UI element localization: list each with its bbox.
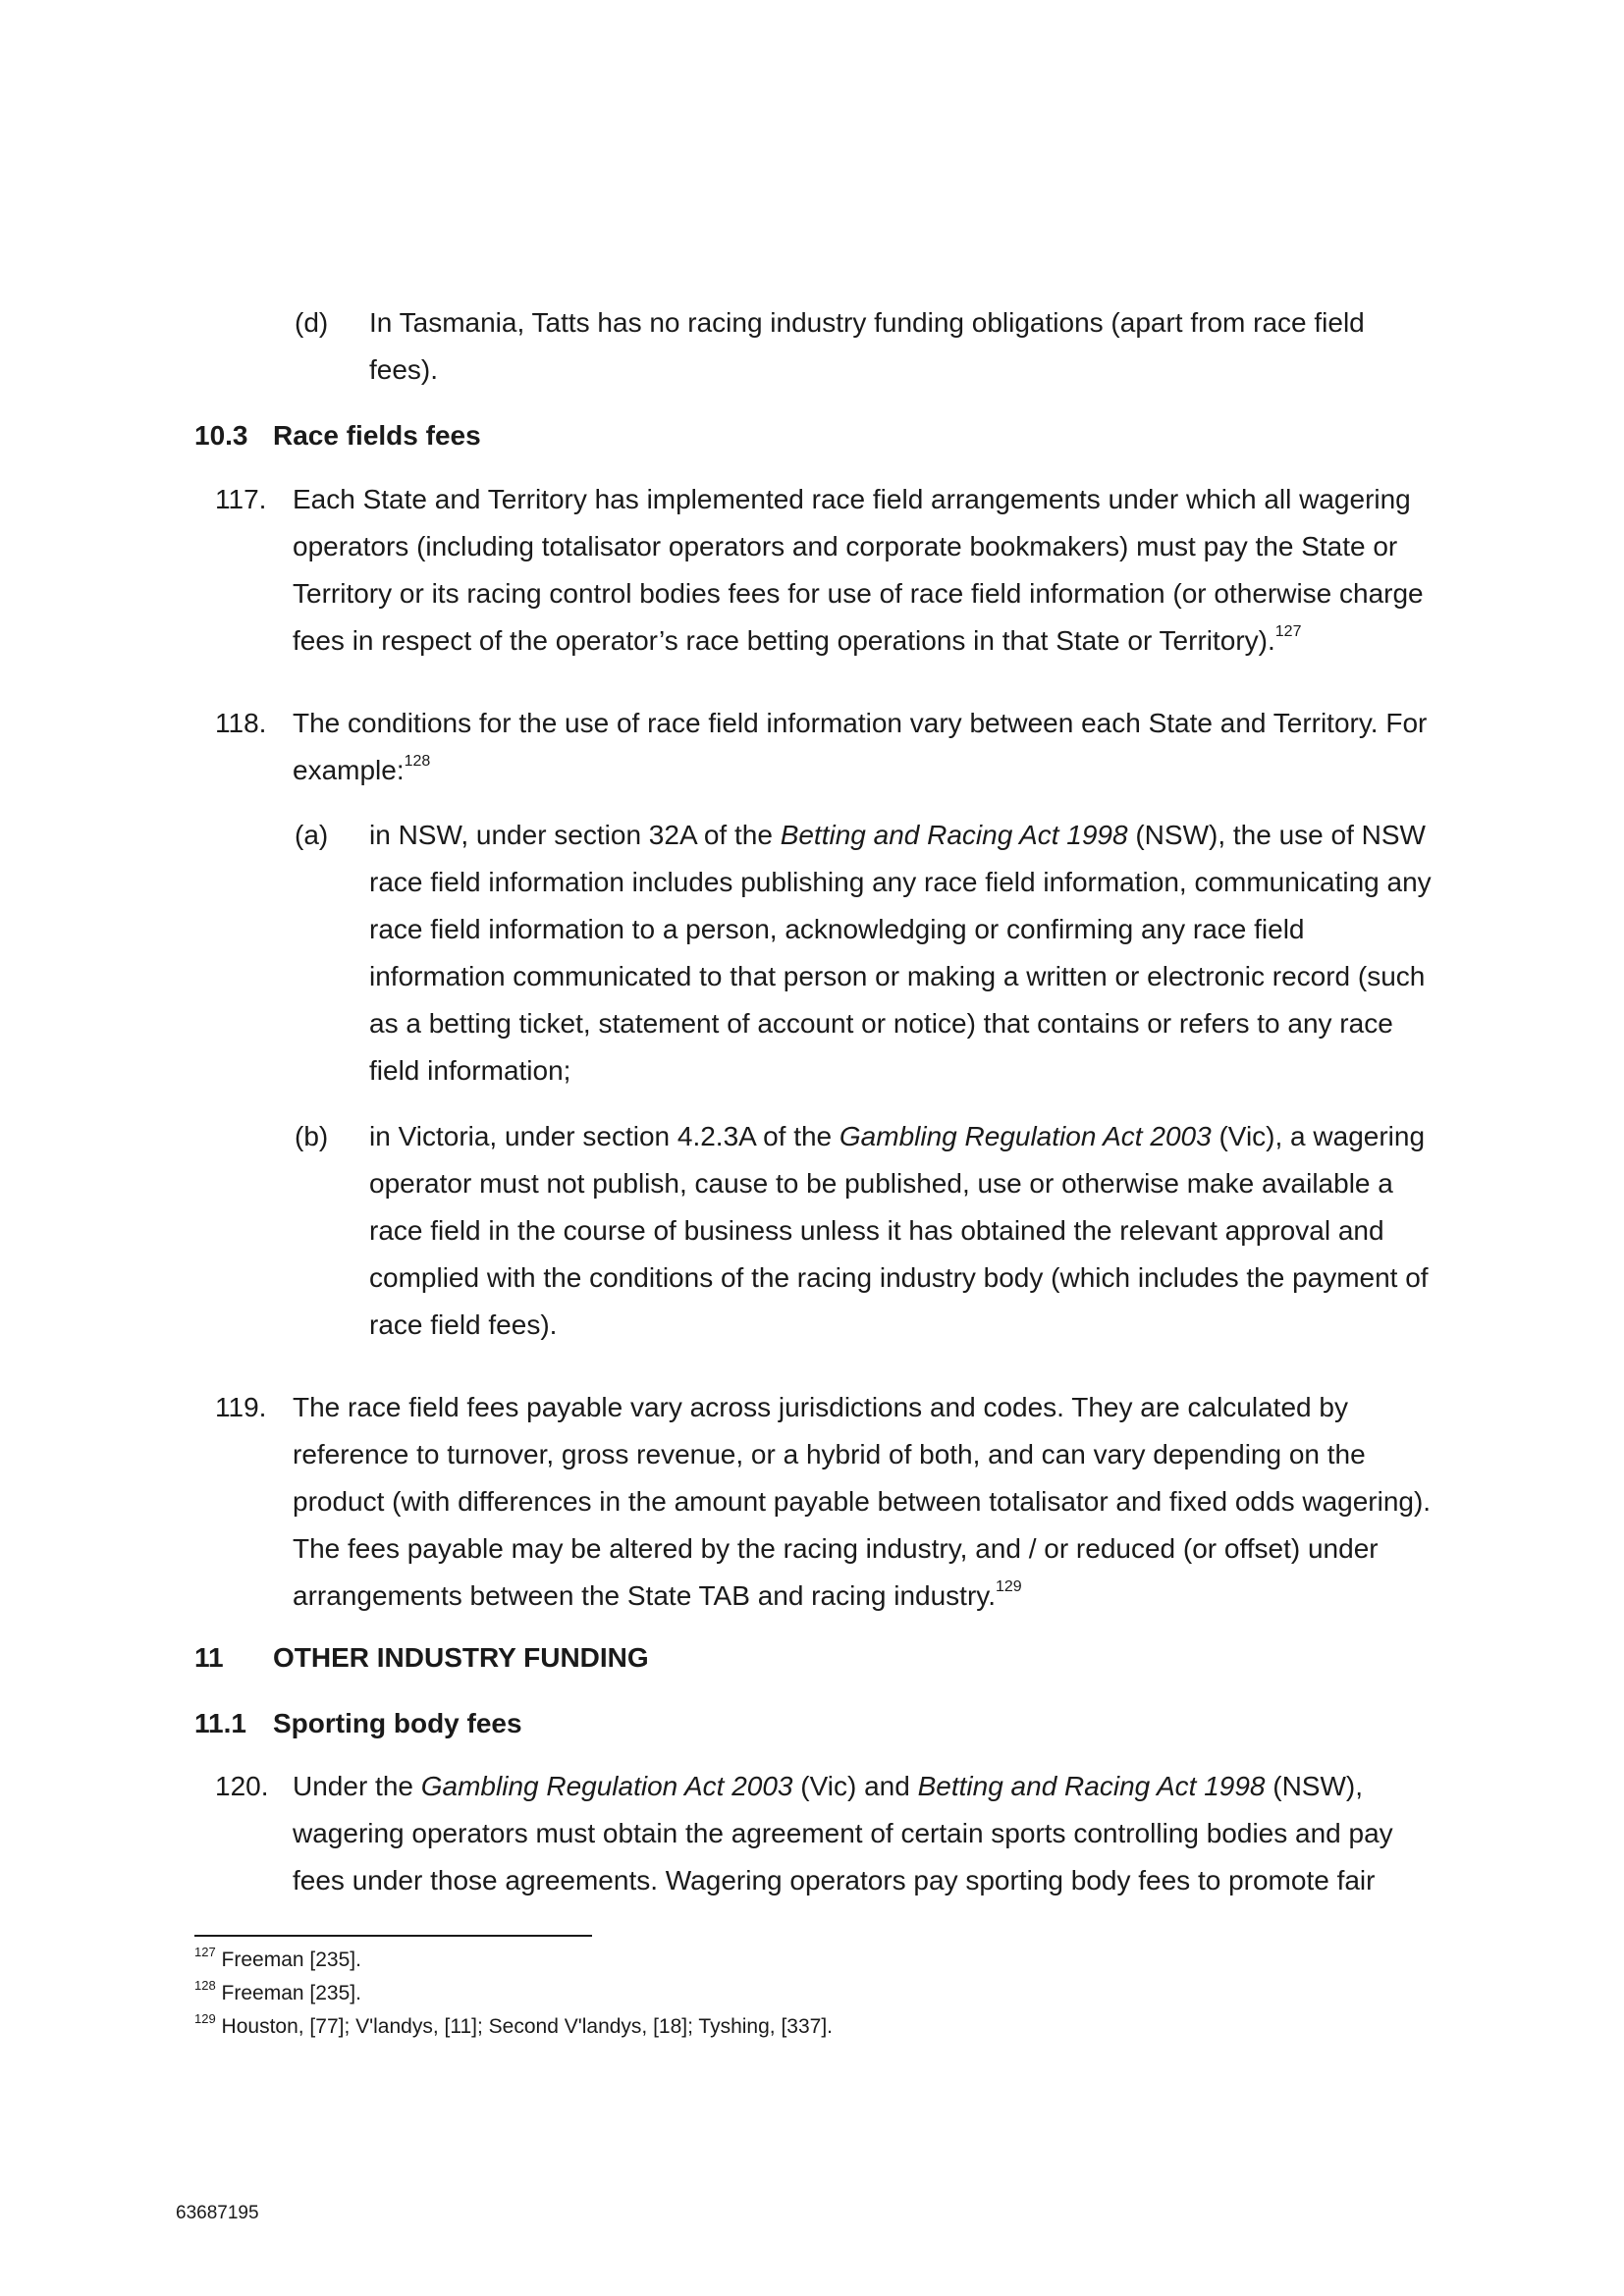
section-number: 11.1 xyxy=(194,1708,246,1738)
section-title: Race fields fees xyxy=(273,420,481,451)
footnote-number: 129 xyxy=(194,2011,216,2026)
section-title: OTHER INDUSTRY FUNDING xyxy=(273,1642,649,1673)
section-number: 10.3 xyxy=(194,420,248,451)
paragraph-120 xyxy=(293,1763,1443,1904)
footnote-ref[interactable]: 128 xyxy=(404,753,431,770)
list-item-text: in NSW, under section 32A of the xyxy=(369,820,781,850)
paragraph-119 xyxy=(293,1384,1443,1620)
paragraph-number: 118. xyxy=(215,708,267,738)
document-id: 63687195 xyxy=(176,2203,259,2223)
act-title: Gambling Regulation Act 2003 xyxy=(420,1771,793,1801)
list-item-b xyxy=(369,1113,1443,1349)
paragraph-118 xyxy=(293,700,1443,794)
list-item-text: (Vic), a wagering operator must not publish, cause to be published, use or otherwise make available a race field in the course of business unless it has obtained the relevant approval and complied with the conditions of the racing industry body (which includes the payment of race field fees). xyxy=(369,1121,1429,1340)
section-heading-10-3 xyxy=(194,412,481,459)
section-heading-11-1 xyxy=(194,1700,522,1747)
footnote-text: Freeman [235]. xyxy=(221,1982,361,2004)
paragraph-text: Each State and Territory has implemented race field arrangements under which all wagering operators (including totalisator operators and corporate bookmakers) must pay the State or Territory or its racing control bodies fees for use of race field information (or otherwise charge fees in respect of the operator’s race betting operations in that State or Territory). xyxy=(293,484,1424,656)
list-item-label: (a) xyxy=(295,820,329,850)
footnote xyxy=(194,1977,361,2010)
act-title: Betting and Racing Act 1998 xyxy=(917,1771,1266,1801)
footnote-text: Freeman [235]. xyxy=(221,1949,361,1971)
list-item-text: (NSW), the use of NSW race field information includes publishing any race field information, communicating any race field information to a person, acknowledging or confirming any race field information communicated to that person or making a written or electronic record (such as a betting ticket, statement of account or notice) that contains or refers to any race field information; xyxy=(369,820,1432,1086)
list-item-a xyxy=(369,812,1443,1095)
footnote xyxy=(194,1944,361,1977)
footnote-text: Houston, [77]; V'landys, [11]; Second V'landys, [18]; Tyshing, [337]. xyxy=(221,2015,833,2038)
paragraph-text: (Vic) and xyxy=(792,1771,918,1801)
section-number: 11 xyxy=(194,1642,224,1673)
footnote-number: 128 xyxy=(194,1978,216,1993)
paragraph-text: (NSW), wagering operators must obtain the agreement of certain sports controlling bodies and pay fees under those agreements. Wagering operators pay sporting body fees to promote fair xyxy=(293,1771,1393,1896)
footnote-ref[interactable]: 127 xyxy=(1274,623,1302,640)
act-title: Betting and Racing Act 1998 xyxy=(780,820,1128,850)
footnote-number: 127 xyxy=(194,1945,216,1959)
section-heading-11 xyxy=(194,1634,649,1682)
paragraph-number: 119. xyxy=(215,1392,267,1422)
paragraph-text: Under the xyxy=(293,1771,421,1801)
paragraph-text: The race field fees payable vary across jurisdictions and codes. They are calculated by reference to turnover, gross revenue, or a hybrid of both, and can vary depending on the product (with differences in the amount payable between totalisator and fixed odds wagering). The fees payable may be altered by the racing industry, and / or reduced (or offset) under arrangements between the State TAB and racing industry. xyxy=(293,1392,1432,1611)
list-item-text: in Victoria, under section 4.2.3A of the xyxy=(369,1121,839,1151)
paragraph-117 xyxy=(293,476,1443,665)
paragraph-number: 120. xyxy=(215,1771,269,1801)
footnote xyxy=(194,2010,833,2044)
list-item-label: (b) xyxy=(295,1121,329,1151)
footnote-separator xyxy=(194,1935,592,1937)
paragraph-number: 117. xyxy=(215,484,267,514)
list-item-label: (d) xyxy=(295,307,329,338)
act-title: Gambling Regulation Act 2003 xyxy=(839,1121,1212,1151)
list-item-text: In Tasmania, Tatts has no racing industry funding obligations (apart from race field fees). xyxy=(369,307,1365,385)
section-title: Sporting body fees xyxy=(273,1708,522,1738)
footnote-ref[interactable]: 129 xyxy=(995,1578,1022,1595)
paragraph-text: The conditions for the use of race field information vary between each State and Territory. For example: xyxy=(293,708,1428,785)
